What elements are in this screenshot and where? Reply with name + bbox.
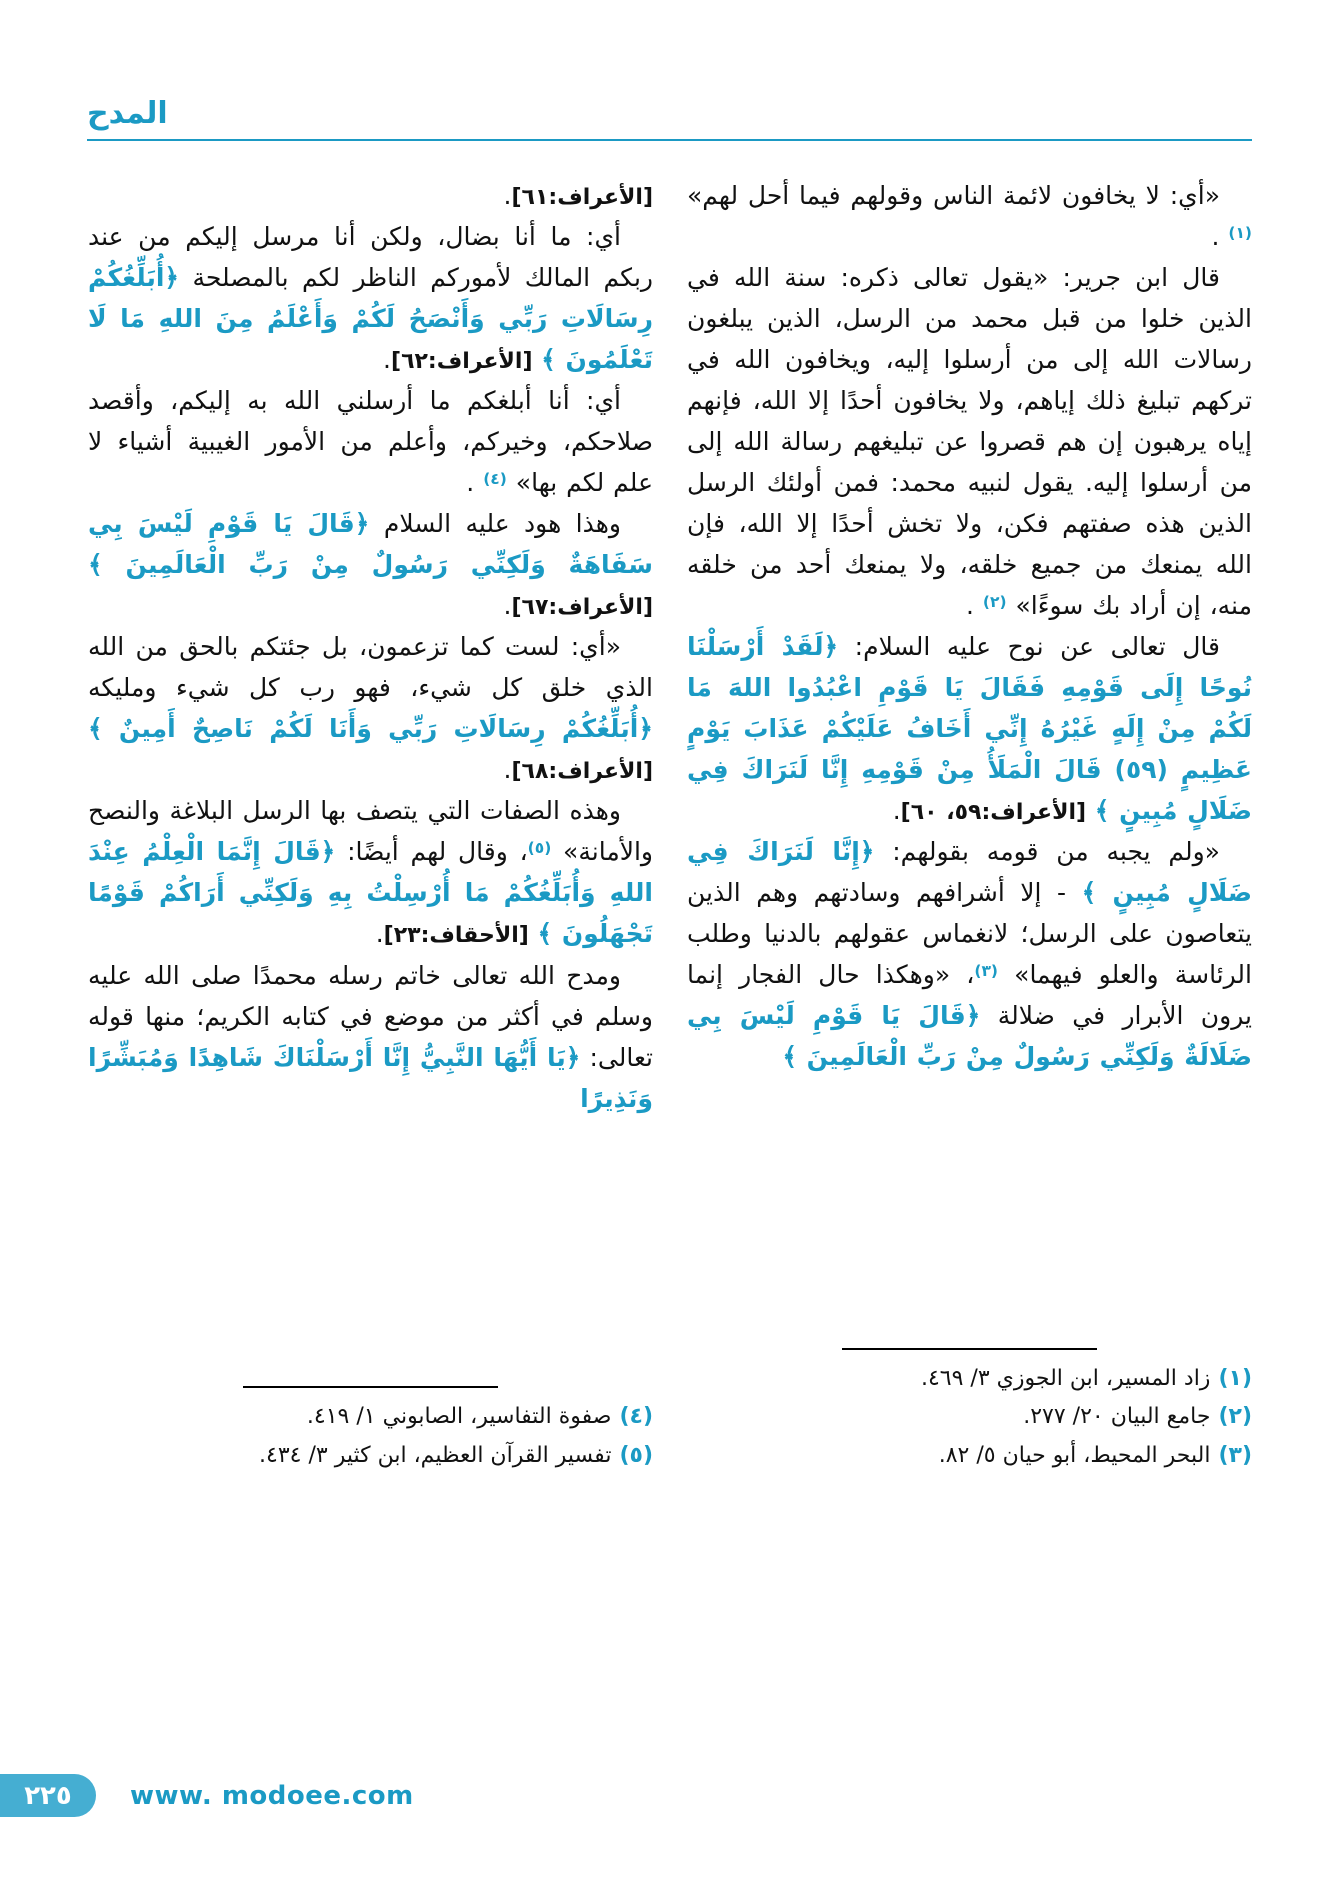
footnote-number: (٢) (1218, 1404, 1252, 1429)
verse-reference: [الأعراف:٦١] (511, 185, 653, 210)
body-text: وهذا هود عليه السلام (369, 509, 621, 539)
footnote-text: البحر المحيط، أبو حيان ٥/ ٨٢. (938, 1442, 1211, 1468)
body-text: ومدح الله تعالى خاتم رسله محمدًا صلى الله عليه وسلم في أكثر من موضع في كتابه الكريم؛ منها قوله تعالى: (88, 960, 653, 1072)
body-text: أي: ما أنا بضال، ولكن أنا مرسل إليكم من عند ربكم المالك لأموركم الناظر لكم بالمصلحة (88, 222, 653, 293)
body-text: . (375, 919, 384, 949)
footnote-marker: (٤) (483, 470, 507, 489)
footnote-separator (842, 1348, 1097, 1350)
right-column (687, 175, 1252, 1475)
footnote-item (88, 1437, 653, 1476)
footnote-text: زاد المسير، ابن الجوزي ٣/ ٤٦٩. (920, 1365, 1211, 1391)
body-text: ، وقال لهم أيضًا: (335, 837, 528, 867)
left-column-text (88, 175, 653, 1382)
quran-quote: ﴿لَقَدْ أَرْسَلْنَا نُوحًا إِلَى قَوْمِهِ فَقَالَ يَا قَوْمِ اعْبُدُوا اللهَ مَا لَكُمْ مِنْ إِلَهٍ غَيْرُهُ إِنِّي أَخَافُ عَلَيْكُمْ عَذَابَ يَوْمٍ عَظِيمٍ (٥٩) قَالَ الْمَلَأُ مِنْ قَوْمِهِ إِنَّا لَنَرَاكَ فِي ضَلَالٍ مُبِينٍ ﴾ (687, 632, 1252, 825)
body-text: «أي: لا يخافون لائمة الناس وقولهم فيما أحل لهم» (687, 181, 1220, 210)
footnotes-left (88, 1382, 653, 1475)
body-text: . (892, 796, 901, 825)
body-text: ، «وهكذا حال الفجار إنما يرون الأبرار في ضلالة (687, 960, 1252, 1031)
footnote-item (88, 1398, 653, 1437)
page-number-badge: ٢٢٥ (0, 1774, 96, 1817)
footnote-list-left (88, 1398, 653, 1475)
footnote-text: صفوة التفاسير، الصابوني ١/ ٤١٩. (306, 1404, 612, 1429)
footnote-list-right (687, 1360, 1252, 1476)
footnote-marker: (٢) (982, 593, 1007, 611)
body-text: «أي: لست كما تزعمون، بل جئتكم بالحق من الله الذي خلق كل شيء، فهو رب كل شيء ومليكه (88, 632, 653, 703)
paragraph (88, 790, 653, 954)
paragraph (687, 175, 1252, 257)
footnote-number: (٥) (619, 1442, 653, 1468)
right-column-text (687, 175, 1252, 1344)
body-text: قال ابن جرير: «يقول تعالى ذكره: سنة الله في الذين خلوا من قبل محمد من الرسل، الذين يبلغون رسالات الله إلى من أرسلوا إليه، ويخافون الله في تركهم تبليغ ذلك إياهم، ولا يخافون أحدًا إلا الله، فإنهم إياه يرهبون إن هم قصروا عن تبليغهم رسالة الله إلى من أرسلوا إليه. يقول لنبيه محمد: فمن أولئك الرسل الذين هذه صفتهم فكن، ولا تخش أحدًا إلا الله، فإن الله يمنعك من جميع خلقه، ولا يمنعك أحد من خلقه منه، إن أراد بك سوءًا» (687, 263, 1252, 620)
body-text: . (466, 468, 484, 498)
verse-reference: [الأعراف:٥٩، ٦٠] (900, 800, 1095, 825)
footnote-marker: (٥) (527, 839, 552, 858)
quran-quote: ﴿أُبَلِّغُكُمْ رِسَالَاتِ رَبِّي وَأَنْصَحُ لَكُمْ وَأَعْلَمُ مِنَ اللهِ مَا لَا تَعْلَمُونَ ﴾ (88, 263, 653, 375)
website-text: www. modoee.com (130, 1780, 414, 1811)
quran-quote: ﴿قَالَ يَا قَوْمِ لَيْسَ بِي ضَلَالَةٌ وَلَكِنِّي رَسُولٌ مِنْ رَبِّ الْعَالَمِينَ ﴾ (687, 1001, 1252, 1072)
body-text: أي: أنا أبلغكم ما أرسلني الله به إليكم، وأقصد صلاحكم، وخيركم، وأعلم من الأمور الغيبية أشياء لا علم لكم بها» (88, 386, 653, 498)
page-footer (0, 1774, 414, 1817)
body-text: . (503, 591, 512, 621)
quran-quote: ﴿قَالَ إِنَّمَا الْعِلْمُ عِنْدَ اللهِ وَأُبَلِّغُكُمْ مَا أُرْسِلْتُ بِهِ وَلَكِنِّي أَرَاكُمْ قَوْمًا تَجْهَلُونَ ﴾ (88, 837, 653, 949)
body-text: «ولم يجبه من قومه بقولهم: (874, 837, 1220, 867)
body-text: وهذه الصفات التي يتصف بها الرسل البلاغة والنصح والأمانة» (88, 796, 653, 867)
body-text: . (383, 345, 391, 375)
verse-reference: [الأعراف:٦٧] (511, 595, 653, 621)
footnote-item (687, 1437, 1252, 1476)
paragraph (687, 831, 1252, 1077)
chapter-title: المدح (87, 96, 168, 131)
footnotes-right (687, 1344, 1252, 1476)
paragraph (88, 955, 653, 1119)
footnote-separator (243, 1386, 498, 1388)
paragraph (88, 380, 653, 503)
footnote-number: (١) (1218, 1365, 1252, 1391)
paragraph (88, 626, 653, 790)
body-text: . (1211, 222, 1229, 251)
footnote-marker: (٣) (974, 962, 998, 981)
left-column (88, 175, 653, 1475)
verse-reference: [الأعراف:٦٢] (391, 349, 542, 375)
footnote-item (687, 1360, 1252, 1399)
body-text: قال تعالى عن نوح عليه السلام: (838, 632, 1220, 661)
quran-quote: ﴿قَالَ يَا قَوْمِ لَيْسَ بِي سَفَاهَةٌ وَلَكِنِّي رَسُولٌ مِنْ رَبِّ الْعَالَمِينَ ﴾ (88, 509, 653, 580)
footnote-text: تفسير القرآن العظيم، ابن كثير ٣/ ٤٣٤. (259, 1442, 612, 1468)
paragraph (687, 626, 1252, 831)
footnote-number: (٤) (619, 1404, 653, 1429)
body-text: - إلا أشرافهم وسادتهم وهم الذين يتعاصون على الرسل؛ لانغماس عقولهم بالدنيا وطلب الرئاسة والعلو فيهما» (687, 878, 1252, 990)
paragraph (687, 257, 1252, 626)
page-header (87, 96, 1252, 141)
quran-quote: ﴿يَا أَيُّهَا النَّبِيُّ إِنَّا أَرْسَلْنَاكَ شَاهِدًا وَمُبَشِّرًا وَنَذِيرًا (88, 1042, 653, 1113)
paragraph (88, 175, 653, 216)
quran-quote: ﴿إِنَّا لَنَرَاكَ فِي ضَلَالٍ مُبِينٍ ﴾ (687, 837, 1252, 908)
footnote-item (687, 1398, 1252, 1437)
quran-quote: ﴿أُبَلِّغُكُمْ رِسَالَاتِ رَبِّي وَأَنَا لَكُمْ نَاصِحٌ أَمِينٌ ﴾ (88, 714, 653, 744)
footnote-marker: (١) (1228, 224, 1252, 242)
paragraph (88, 216, 653, 380)
footnote-text: جامع البيان ٢٠/ ٢٧٧. (1023, 1404, 1211, 1429)
body-text: . (503, 181, 512, 210)
paragraph (88, 503, 653, 626)
footnote-number: (٣) (1218, 1442, 1252, 1468)
verse-reference: [الأحقاف:٢٣] (383, 923, 538, 949)
header-divider (87, 139, 1252, 141)
body-text: . (503, 755, 512, 785)
body-text: . (966, 591, 983, 620)
verse-reference: [الأعراف:٦٨] (511, 759, 653, 785)
text-columns (87, 175, 1252, 1475)
